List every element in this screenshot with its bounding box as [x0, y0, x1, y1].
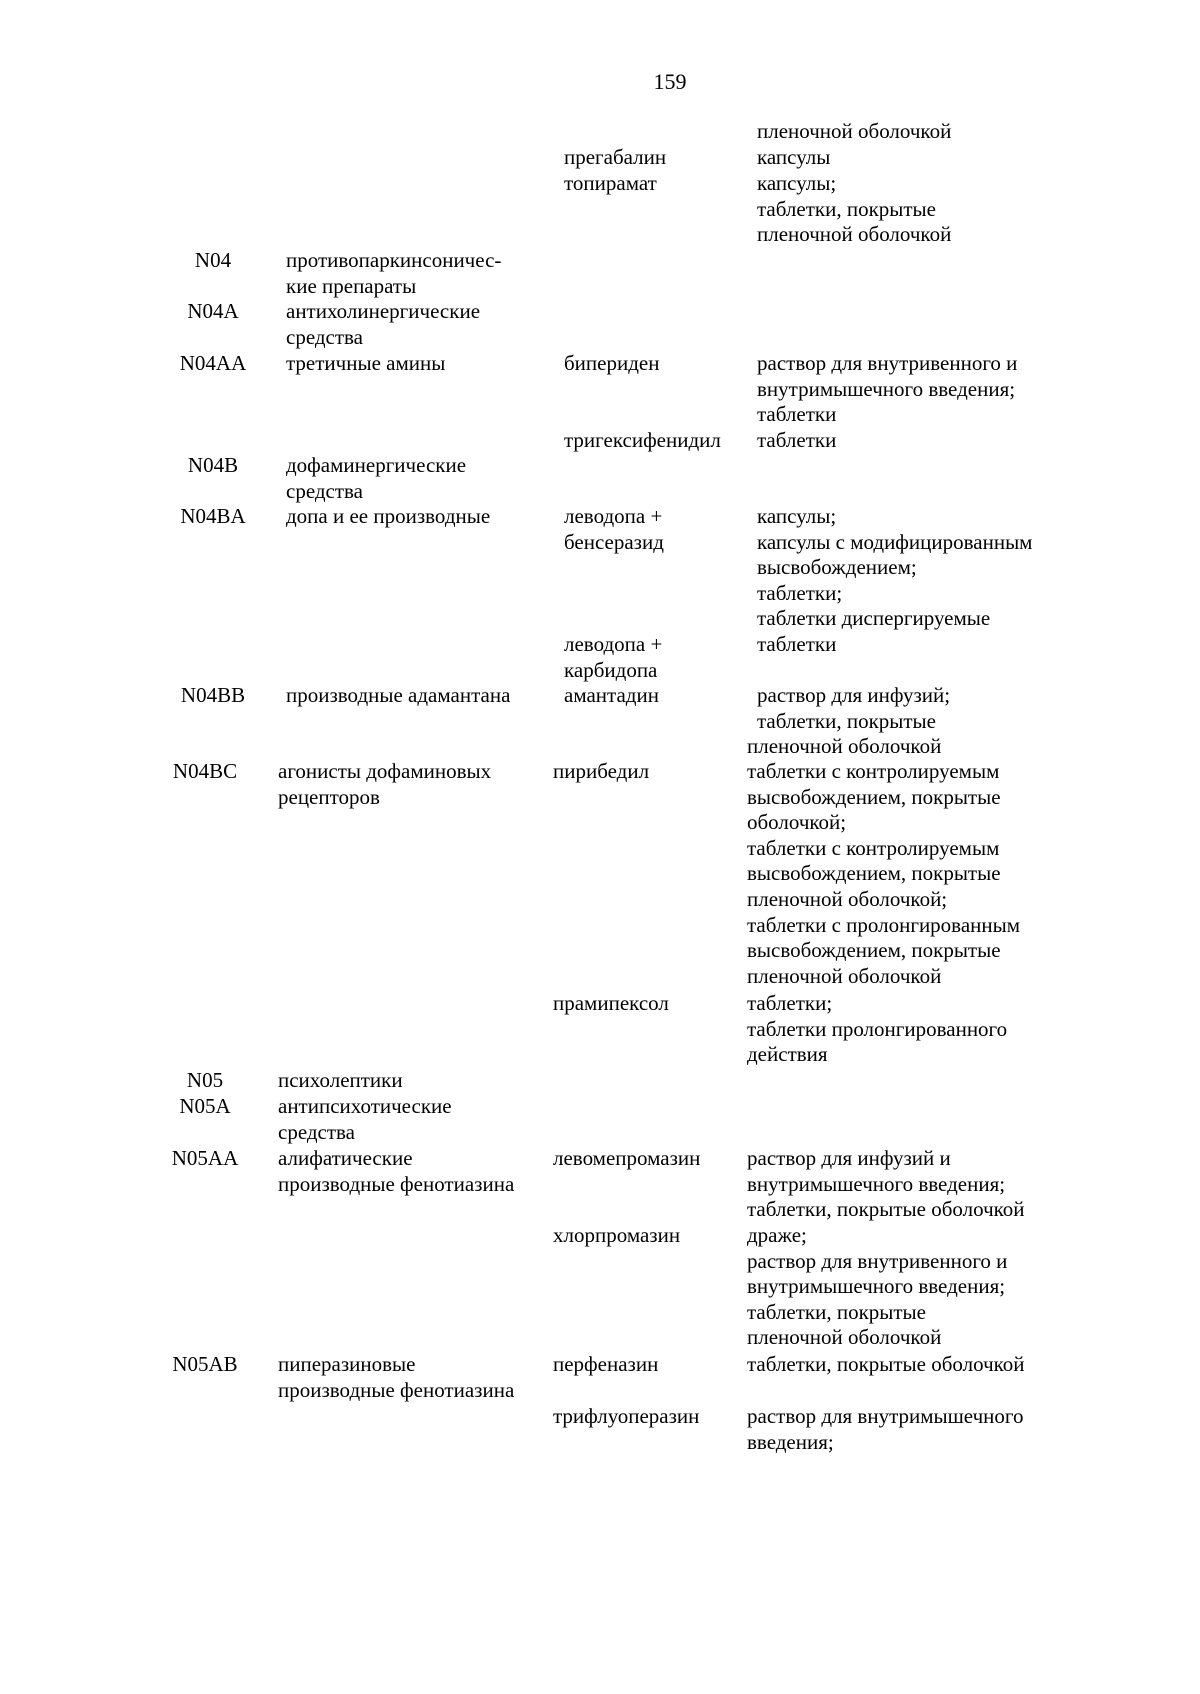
dosage-form-line: пленочной оболочкой — [747, 1325, 942, 1350]
dosage-form-line: внутримышечного введения; — [757, 376, 1016, 401]
drug-name-line: перфеназин — [553, 1352, 659, 1376]
atc-code: N05A — [179, 1094, 231, 1118]
drug-name-line: топирамат — [564, 171, 657, 195]
pharm-group-line: средства — [286, 478, 364, 503]
atc-code: N04 — [194, 248, 232, 272]
dosage-form-line: пленочной оболочкой — [757, 222, 952, 247]
dosage-form-line: действия — [747, 1042, 828, 1067]
dosage-form-line: таблетки, покрытые — [757, 196, 936, 221]
drug-name-line: леводопа + — [564, 504, 663, 528]
drug-name-line: амантадин — [564, 683, 659, 707]
dosage-form-line: введения; — [747, 1429, 834, 1454]
dosage-form-line: драже; — [747, 1223, 807, 1247]
dosage-form-line: раствор для инфузий; — [757, 683, 951, 707]
dosage-form-line: капсулы с модифицированным — [757, 529, 1033, 554]
pharm-group-line: производные фенотиазина — [278, 1171, 515, 1196]
atc-code: N04B — [187, 453, 239, 477]
pharm-group-line: антихолинергические — [286, 299, 481, 323]
drug-name-line: пирибедил — [553, 759, 650, 783]
pharm-group-line: антипсихотические — [278, 1094, 452, 1118]
dosage-form-line: таблетки, покрытые — [757, 708, 936, 733]
drug-name-line: хлорпромазин — [553, 1223, 681, 1247]
dosage-form-line: таблетки — [757, 632, 837, 656]
pharm-group-line: дофаминергические — [286, 453, 467, 477]
dosage-form-line: таблетки диспергируемые — [757, 606, 991, 631]
dosage-form-line: раствор для внутримышечного — [747, 1404, 1024, 1428]
pharm-group-line: третичные амины — [286, 351, 446, 375]
dosage-form-line: таблетки — [757, 402, 837, 427]
pharm-group-line: средства — [278, 1119, 356, 1144]
pharm-group-line: рецепторов — [278, 784, 380, 809]
dosage-form-line: таблетки с пролонгированным — [747, 912, 1021, 937]
dosage-form-line: раствор для внутривенного и — [757, 351, 1018, 375]
drug-name-line: тригексифенидил — [564, 428, 721, 452]
dosage-form-line: таблетки, покрытые оболочкой — [747, 1197, 1025, 1222]
dosage-form-line: таблетки, покрытые оболочкой — [747, 1352, 1025, 1376]
dosage-form-line: раствор для инфузий и — [747, 1146, 951, 1170]
drug-name-line: трифлуоперазин — [553, 1404, 700, 1428]
dosage-form-line: внутримышечного введения; — [747, 1171, 1006, 1196]
atc-code: N05AB — [172, 1352, 238, 1376]
dosage-form-line: таблетки, покрытые — [747, 1299, 926, 1324]
dosage-form-line: оболочкой; — [747, 810, 847, 835]
drug-name-line: карбидопа — [564, 657, 658, 682]
pharm-group-line: агонисты дофаминовых — [278, 759, 492, 783]
drug-name-line: левомепромазин — [553, 1146, 701, 1170]
pharm-group-line: психолептики — [278, 1068, 403, 1092]
pharm-group-line: пиперазиновые — [278, 1352, 416, 1376]
atc-code: N04BA — [180, 504, 246, 528]
dosage-form-line: высвобождением, покрытые — [747, 938, 1001, 963]
drug-name-line: бенсеразид — [564, 529, 664, 554]
atc-code: N05AA — [171, 1146, 239, 1170]
pharm-group-line: противопаркинсоничес- — [286, 248, 502, 272]
drug-name-line: леводопа + — [564, 632, 663, 656]
dosage-form-line: высвобождением; — [757, 555, 917, 580]
dosage-form-line: таблетки — [757, 428, 837, 452]
pharm-group-line: алифатические — [278, 1146, 413, 1170]
drug-name-line: прегабалин — [564, 145, 667, 169]
pharm-group-line: производные фенотиазина — [278, 1377, 515, 1402]
dosage-form-line: пленочной оболочкой — [747, 734, 942, 759]
atc-code: N04BC — [172, 759, 238, 783]
dosage-form-line: пленочной оболочкой; — [747, 887, 948, 911]
dosage-form-line: таблетки пролонгированного — [747, 1016, 1008, 1041]
dosage-form-line: внутримышечного введения; — [747, 1274, 1006, 1299]
page-number: 159 — [653, 69, 687, 94]
dosage-form-line: высвобождением, покрытые — [747, 861, 1001, 886]
dosage-form-line: таблетки; — [757, 580, 843, 605]
atc-code: N05 — [186, 1068, 224, 1092]
atc-code: N04A — [187, 299, 239, 323]
dosage-form-line: раствор для внутривенного и — [747, 1248, 1008, 1273]
dosage-form-line: пленочной оболочкой — [747, 963, 942, 988]
drug-name-line: бипериден — [564, 351, 660, 375]
pharm-group-line: средства — [286, 324, 364, 349]
dosage-form-line: пленочной оболочкой — [757, 119, 952, 143]
pharm-group-line: производные адамантана — [286, 683, 511, 707]
dosage-form-line: таблетки с контролируемым — [747, 835, 1000, 860]
dosage-form-line: таблетки; — [747, 991, 833, 1015]
dosage-form-line: капсулы; — [757, 504, 837, 528]
atc-code: N04BB — [180, 683, 246, 707]
dosage-form-line: таблетки с контролируемым — [747, 759, 1000, 783]
atc-code: N04AA — [179, 351, 247, 375]
dosage-form-line: капсулы; — [757, 171, 837, 195]
pharm-group-line: кие препараты — [286, 273, 417, 298]
pharm-group-line: допа и ее производные — [286, 504, 491, 528]
dosage-form-line: капсулы — [757, 145, 831, 169]
drug-name-line: прамипексол — [553, 991, 669, 1015]
dosage-form-line: высвобождением, покрытые — [747, 784, 1001, 809]
